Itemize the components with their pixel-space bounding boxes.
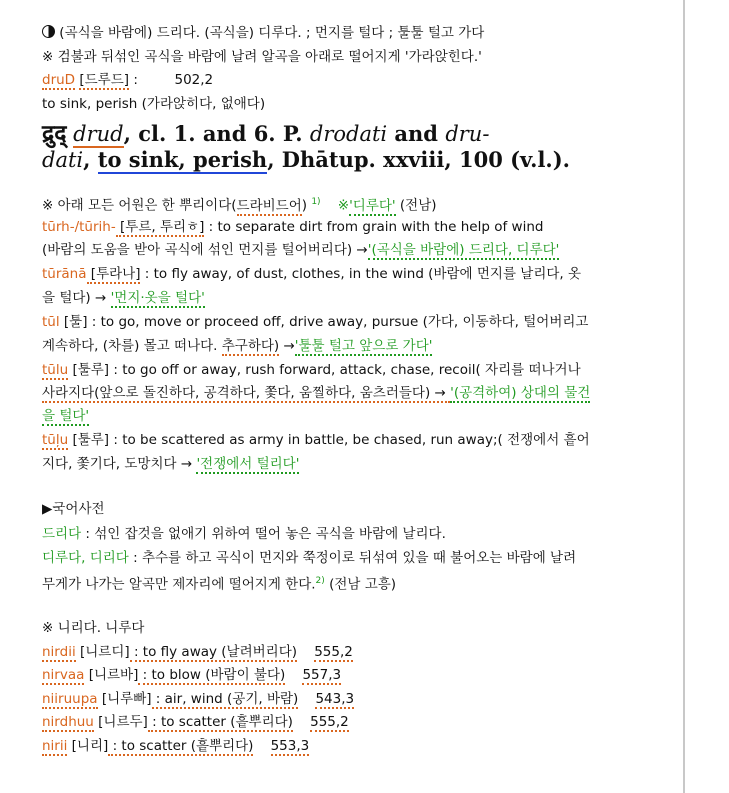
intro-line-2: ※ 검불과 뒤섞인 곡식을 바람에 날려 알곡을 아래로 떨어지게 '가라앉힌다.' bbox=[42, 49, 482, 65]
footnote-ref-2[interactable]: 2) bbox=[315, 576, 325, 586]
footnote-ref[interactable]: 1) bbox=[311, 197, 321, 207]
niri-item: nirii [니리] : to scatter (흩뿌리다) 553,3 bbox=[42, 738, 310, 754]
tul-entry-cont: 계속하다, (차를) 몰고 떠나다. 추구하다) →'툴툴 털고 앞으로 가다' bbox=[42, 338, 433, 354]
yin-yang-icon bbox=[42, 25, 55, 38]
niri-item: nirdhuu [니르두] : to scatter (흩뿌리다) 555,2 bbox=[42, 714, 349, 730]
tulu2-entry: tūļu [툴루] : to be scattered as army in battle, be chased, run away;( 전쟁에서 흩어 bbox=[42, 432, 590, 448]
korean-dict-heading: ▶국어사전 bbox=[42, 501, 105, 517]
turh-entry-cont: (바람의 도움을 받아 곡식에 섞인 먼지를 털어버리다) →'(곡식을 바람에) 드리다, 디루다' bbox=[42, 242, 560, 258]
dravidian-note: ※ 아래 모든 어원은 한 뿌리이다(드라비드어) $^{1)}$ ※'디루다' (전남) bbox=[42, 197, 437, 214]
korean-dict-entry-2-cont: 무게가 나가는 알곡만 제자리에 떨어지게 한다.$^{2)}$ (전남 고흥) bbox=[42, 576, 397, 593]
drud-reading: [드루드] bbox=[79, 72, 130, 88]
sanskrit-excerpt-line-2: dati, to sink, perish, Dhātup. xxviii, 100 (v.l.). bbox=[42, 147, 570, 172]
page-edge bbox=[683, 0, 685, 793]
sink-perish-highlight: to sink, perish bbox=[97, 147, 268, 172]
niri-item: nirvaa [니르바] : to blow (바람이 불다) 557,3 bbox=[42, 667, 342, 683]
tulu-entry-cont: 사라지다(앞으로 돌진하다, 공격하다, 쫓다, 움찔하다, 움츠러들다) → '(공격하여) 상대의 물건 bbox=[42, 385, 591, 401]
drud-term: druD bbox=[42, 72, 76, 88]
drud-gloss: to sink, perish (가라앉히다, 없애다) bbox=[42, 96, 266, 112]
turana-entry-cont: 을 털다) → '먼지·옷을 털다' bbox=[42, 290, 205, 306]
turana-entry: tūrānā [투라나] : to fly away, of dust, clothes, in the wind (바람에 먼지를 날리다, 옷 bbox=[42, 266, 582, 282]
tulu2-entry-cont: 지다, 쫓기다, 도망치다 → '전쟁에서 털리다' bbox=[42, 456, 300, 472]
turh-entry: tūrh-/tūrih- [투르, 투리ㅎ] : to separate dirt from grain with the help of wind bbox=[42, 219, 544, 235]
niri-item: nirdii [니르디] : to fly away (날려버리다) 555,2 bbox=[42, 644, 353, 660]
drud-entry: druD [드루드] : 502,2 bbox=[42, 72, 214, 88]
intro-line-1: (곡식을 바람에) 드리다. (곡식을) 디루다. ; 먼지를 털다 ; 툴툴 털고 가다 bbox=[42, 24, 484, 43]
korean-dict-entry-1: 드리다 : 섞인 잡것을 없애기 위하여 떨어 놓은 곡식을 바람에 날리다. bbox=[42, 526, 446, 542]
tul-entry: tūl [툴] : to go, move or proceed off, drive away, pursue (가다, 이동하다, 털어버리고 bbox=[42, 314, 589, 330]
sanskrit-excerpt-line-1: द्रुद् drud, cl. 1. and 6. P. drodati and dru- bbox=[42, 120, 490, 147]
tulu-entry: tūlu [툴루] : to go off or away, rush forward, attack, chase, recoil( 자리를 떠나거나 bbox=[42, 362, 581, 378]
drud-page: 502,2 bbox=[174, 72, 214, 88]
korean-dict-entry-2: 디루다, 디리다 : 추수를 하고 곡식이 먼지와 쭉정이로 뒤섞여 있을 때 불어오는 바람에 날려 bbox=[42, 550, 577, 566]
devanagari-headword: द्रुद् bbox=[42, 120, 67, 147]
tulu-entry-cont-2: 을 털다' bbox=[42, 408, 90, 424]
niri-heading: ※ 니리다. 니루다 bbox=[42, 620, 145, 636]
niri-item: niiruupa [니루빠] : air, wind (공기, 바람) 543,3 bbox=[42, 691, 355, 707]
